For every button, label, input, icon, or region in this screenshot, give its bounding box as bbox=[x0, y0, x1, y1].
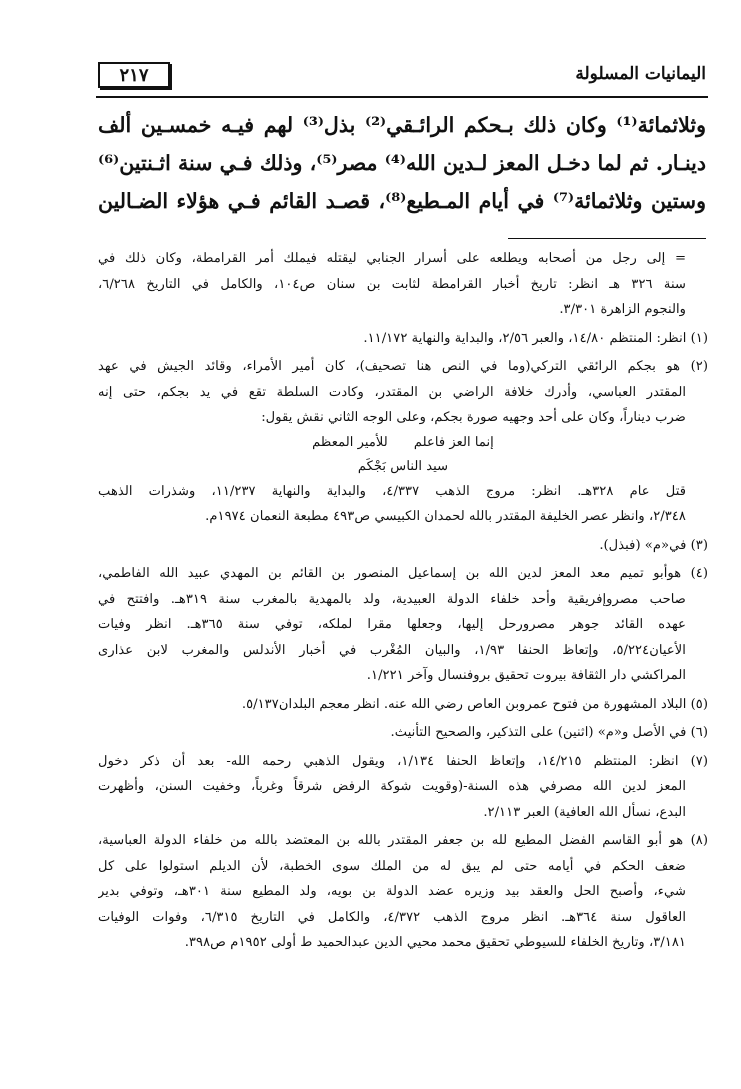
footnote-line: (٤) هوأبو تميم معد المعز لدين الله بن إسماعيل المنصور بن القائم بن المهدي عبيد الله الفاطمي، bbox=[98, 566, 708, 581]
page-number: ٢١٧ bbox=[98, 62, 170, 88]
verse-center: سيد الناس بَجْكَم bbox=[357, 458, 449, 474]
footnote-line: (٧) انظر: المنتظم ١٤/٢١٥، وإتعاظ الحنفا ١/١٣٤، ويقول الذهبي رحمه الله- بعد أن ذكر دخول bbox=[98, 753, 708, 769]
footnote-line: المراكشي دار الثقافة بيروت تحقيق بروفنسال وآخر ١/٢٢١. bbox=[366, 668, 686, 683]
verse bbox=[98, 431, 708, 455]
footnote-line: ضعف الحكم في أيامه حتى لم يبق له من الملك سوى الخطبة، لأن الديلم استولوا على كل bbox=[98, 858, 686, 874]
main-text-line: دينـار. ثم لما دخـل المعز لـدين الله⁽⁴⁾ مصر⁽⁵⁾، وذلك فـي سنة اثـنتين⁽⁶⁾ bbox=[98, 151, 706, 175]
footnote-line: المقتدر العباسي، وأدرك خلافة الراضي بن المقتدر، وكادت السلطة تقع في يد بجكم، حتى إنه bbox=[98, 384, 686, 400]
page-header bbox=[96, 58, 706, 94]
footnote-line: (٦) في الأصل و«م» (اثنين) على التذكير، والصحيح التأنيث. bbox=[390, 725, 708, 740]
footnote-line: (٢) هو بجكم الرائقي التركي(وما في النص هنا تصحيف)، كان أمير الأمراء، وقائد الجيش في عهد bbox=[98, 359, 708, 374]
footnote-line: (١) انظر: المنتظم ١٤/٨٠، والعبر ٢/٥٦، والبداية والنهاية ١١/١٧٢. bbox=[363, 330, 708, 346]
footnote-line: (٣) في«م» (فبذل). bbox=[599, 537, 708, 553]
footnote-line: (٨) هو أبو القاسم الفضل المطيع لله بن جعفر المقتدر بالله بن المعتضد بالله من خلفاء الدولة العباسية، bbox=[98, 833, 708, 848]
running-title: اليمانيات المسلولة bbox=[575, 64, 706, 84]
footnote-4 bbox=[98, 561, 708, 689]
footnote-5 bbox=[98, 692, 708, 718]
footnote-line: البدع، نسأل الله العافية) العبر ٢/١١٣. bbox=[483, 804, 686, 820]
footnote-7 bbox=[98, 749, 708, 826]
footnote-line: = إلى رجل من أصحابه ويطلعه على أسرار الجنابي ليقتله فيملك أمر القرامطة، وكان ذلك في bbox=[98, 251, 686, 266]
footnote-line: عهده القائد جوهر مصرورحل إليها، وجعلها مقرا لملكه، توفي سنة ٣٦٥هـ. انظر وفيات bbox=[98, 617, 686, 632]
verse-right: إنما العز فاعلم bbox=[413, 434, 494, 450]
main-text bbox=[98, 106, 706, 220]
footnote-1 bbox=[98, 326, 708, 352]
footnote-3 bbox=[98, 533, 708, 559]
main-text-line: وستين وثلاثمائة⁽⁷⁾ في أيام المـطيع⁽⁸⁾، قصـد القائم فـي هؤلاء الضـالين bbox=[98, 189, 706, 213]
footnote-line: ٢/٣٤٨، وانظر عصر الخليفة المقتدر بالله لحمدان الكبيسي ص٤٩٣ مطبعة النعمان ١٩٧٤م. bbox=[205, 509, 686, 524]
footnote-line: والنجوم الزاهرة ٣/٣٠١. bbox=[559, 302, 686, 317]
footnote-continued bbox=[98, 246, 708, 323]
footnote-2 bbox=[98, 354, 708, 530]
footnotes bbox=[98, 246, 708, 959]
footnote-line: ضرب ديناراً، وكان على أحد وجهيه صورة بجكم، وعلى الوجه الثاني نقش يقول: bbox=[261, 410, 686, 425]
footnote-line: صاحب مصروإفريقية وأحد خلفاء الدولة العبيدية، ولد بالمهدية بالمغرب سنة ٣١٩هـ. وافتتح في bbox=[98, 591, 686, 607]
footnote-separator bbox=[508, 238, 706, 239]
verse-left: للأمير المعظم bbox=[312, 434, 388, 450]
main-text-line: وثلاثمائة⁽¹⁾ وكان ذلك بـحكم الرائـقي⁽²⁾ بذل⁽³⁾ لهم فيـه خمسـين ألف bbox=[98, 113, 706, 137]
footnote-line: العاقول سنة ٣٦٤هـ. انظر مروج الذهب ٤/٣٧٢، والكامل في التاريخ ٦/٣١٥، وفوات الوفيات bbox=[98, 909, 686, 925]
footnote-line: الأعيان٥/٢٢٤، وإتعاظ الحنفا ١/٩٣، والبيان المُغْرب في أخبار الأندلس والمغرب لابن عذارى bbox=[98, 642, 686, 658]
footnote-line: سنة ٣٢٦ هـ انظر: تاريخ أخبار القرامطة لثابت بن سنان ص١٠٤، والكامل في التاريخ ٦/٢٦٨، bbox=[98, 276, 686, 292]
footnote-line: ٣/١٨١، وتاريخ الخلفاء للسيوطي تحقيق محمد محيي الدين عبدالحميد ط أولى ١٩٥٢م ص٣٩٨. bbox=[184, 935, 686, 950]
footnote-6 bbox=[98, 720, 708, 746]
footnote-line: قتل عام ٣٢٨هـ. انظر: مروج الذهب ٤/٣٣٧، والبداية والنهاية ١١/٢٣٧، وشذرات الذهب bbox=[98, 483, 686, 499]
footnote-line: شيء، وأصبح الحل والعقد بيد وزيره عضد الدولة بن بويه، ولد المطيع سنة ٣٠١هـ، وتوفي بدير bbox=[98, 884, 686, 899]
header-rule bbox=[96, 96, 708, 98]
footnote-8 bbox=[98, 828, 708, 956]
footnote-line: (٥) البلاد المشهورة من فتوح عمروبن العاص رضي الله عنه. انظر معجم البلدان٥/١٣٧. bbox=[241, 696, 708, 712]
footnote-line: المعز لدين الله مصرفي هذه السنة-(وقويت شوكة الرفض شرقاً وغرباً، وخفيت السنن، وأظهرت bbox=[98, 779, 686, 794]
